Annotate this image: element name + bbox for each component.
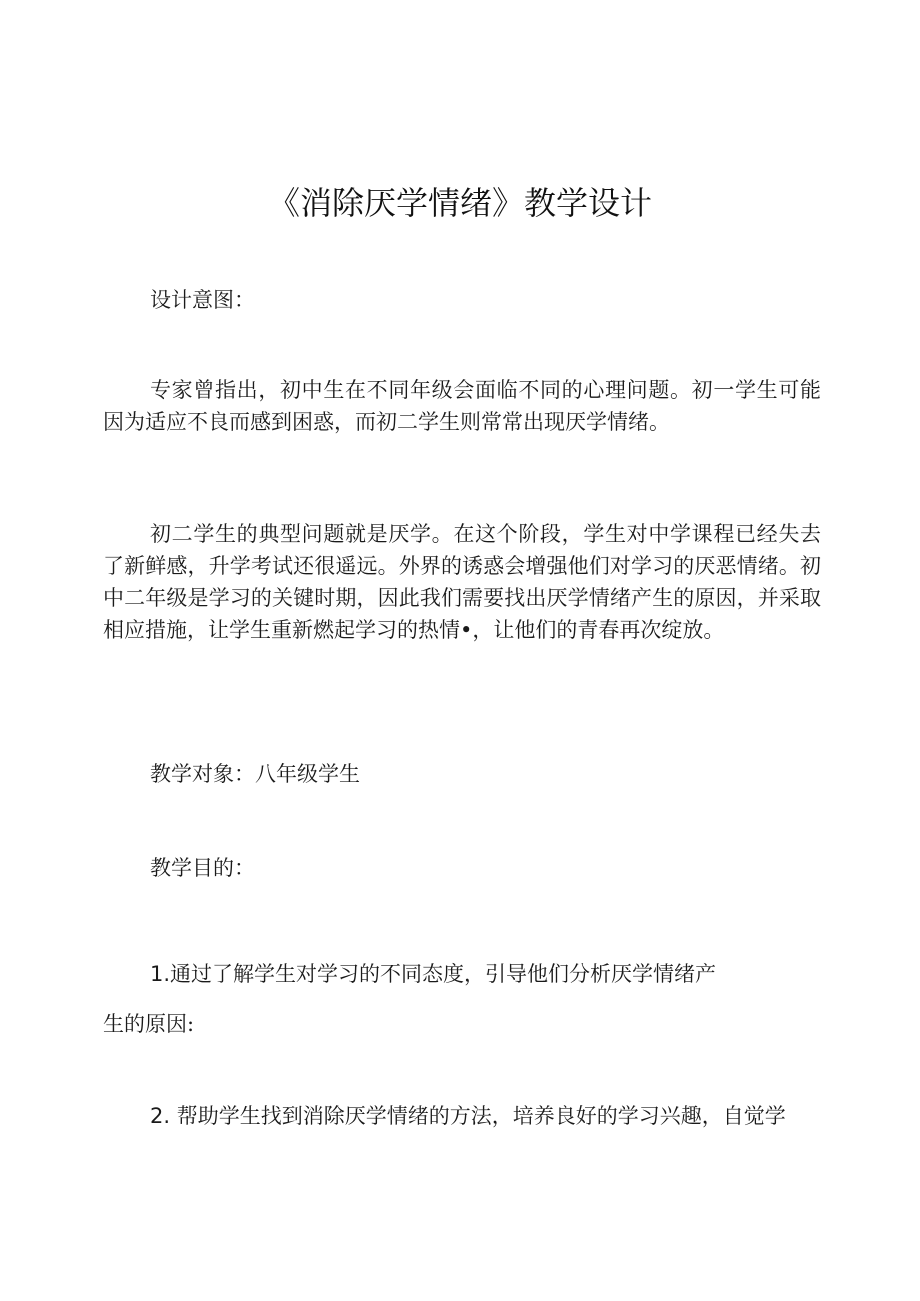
paragraph-intro: 专家曾指出，初中生在不同年级会面临不同的心理问题。初一学生可能因为适应不良而感到困惑，而初二学生则常常出现厌学情绪。 <box>103 378 821 434</box>
document-title: 《消除厌学情绪》教学设计 <box>267 184 652 222</box>
design-intent-label: 设计意图： <box>150 288 255 312</box>
goal-1 <box>150 958 821 990</box>
paragraph-analysis: 初二学生的典型问题就是厌学。在这个阶段，学生对中学课程已经失去了新鲜感，升学考试还很遥远。外界的诱惑会增强他们对学习的厌恶情绪。初中二年级是学习的关键时期，因此我们需要找出厌学情绪产生的原因，并采取相应措施，让学生重新燃起学习的热情•，让他们的青春再次绽放。 <box>103 522 821 642</box>
goal-2-number: 2. <box>150 1104 171 1128</box>
goal-1-line-1: 通过了解学生对学习的不同态度，引导他们分析厌学情绪产 <box>170 962 717 986</box>
teaching-goal-label: 教学目的： <box>150 856 255 880</box>
goal-2-text: 帮助学生找到消除厌学情绪的方法，培养良好的学习兴趣，自觉学 <box>176 1104 786 1128</box>
goal-1-continuation: 生的原因: <box>103 1012 195 1036</box>
goal-1-number: 1. <box>150 962 171 986</box>
teaching-target: 教学对象：八年级学生 <box>150 762 360 786</box>
goal-2 <box>150 1100 821 1132</box>
